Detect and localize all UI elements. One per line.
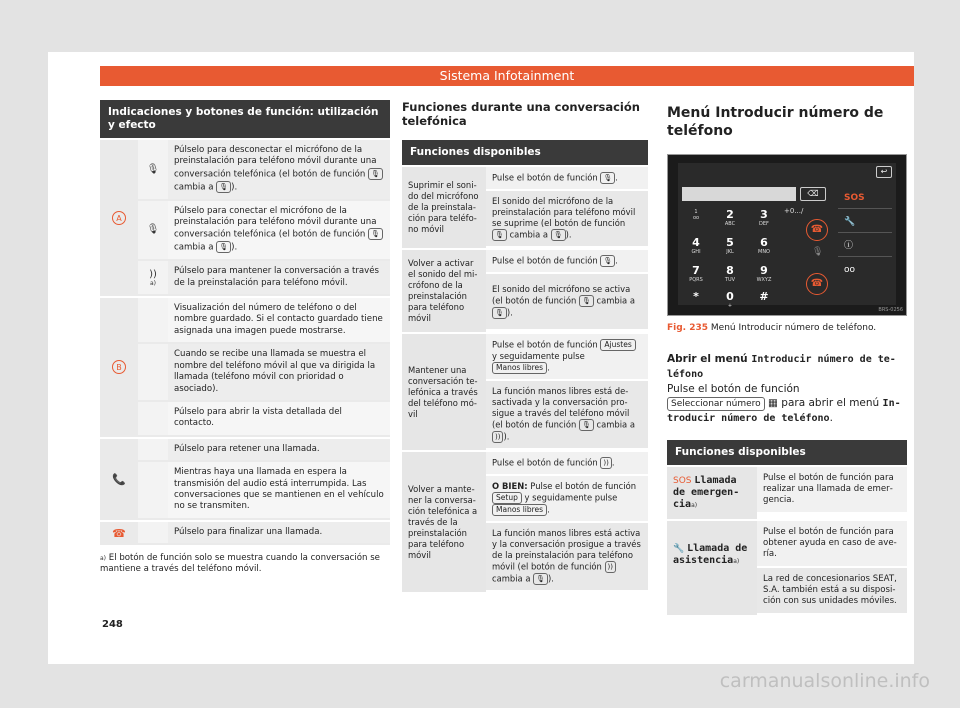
instruction-1: Abrir el menú Introducir número de teléfono bbox=[667, 353, 896, 380]
call-icon: ☎ bbox=[806, 219, 828, 241]
figure-caption: Fig. 235 Menú Introducir número de teléfono. bbox=[667, 323, 877, 333]
row-assistance: 🔧 Llamada de asistenciaa) Pulse el botón de función para obtener ayuda en caso de avería. La red de concesionarios SEAT, S.A. también está a su disposición con sus unidades móviles. bbox=[667, 521, 907, 615]
assistance-icon: 🔧 bbox=[838, 211, 892, 233]
mic-icon: 🎙 bbox=[812, 247, 824, 257]
footnote: a) El botón de función solo se muestra cuando la conversación se mantiene a través del teléfono móvil. bbox=[100, 553, 380, 575]
select-number-button: Seleccionar número bbox=[667, 397, 765, 411]
manual-page bbox=[48, 52, 914, 664]
row-a3: )) a) Púlselo para mantener la conversación a través de la preinstalación para teléfono móvil. bbox=[138, 261, 390, 294]
table-title: Funciones disponibles bbox=[402, 140, 648, 165]
row-unmute: Volver a activar el sonido del micrófono de la preinstalación para teléfono móvil Pulse el botón de función 🎙 . El sonido del micrófono se activa (el botón de función 🎙 cambia a 🎙 ). bbox=[402, 250, 648, 332]
watermark: carmanualsonline.info bbox=[719, 670, 930, 692]
handsfree-icon: )) bbox=[600, 457, 611, 469]
assistance-icon: 🔧 bbox=[673, 544, 685, 554]
row-mute: Suprimir el sonido del micrófono de la preinstalación para teléfono móvil Pulse el botón de función 🎙 . El sonido del micrófono de la preinstalación para teléfono móvil se suprime (el botón de función 🎙 cambia a 🎙 ). bbox=[402, 167, 648, 248]
call-functions bbox=[402, 100, 648, 594]
hold-call-icon: 📞 bbox=[112, 472, 126, 486]
delete-icon: ⌫ bbox=[800, 187, 826, 201]
handsfree-button: Manos libres bbox=[492, 362, 547, 374]
row-phone: Mantener una conversación telefónica a través del teléfono móvil Pulse el botón de función Ajustes y seguidamente pulse Manos libres . La función manos libres está desactivada y la conversación prosigue a través del teléfono móvil (el botón de función 🎙 cambia a )) ). bbox=[402, 334, 648, 450]
voicemail-icon: oo bbox=[844, 265, 856, 275]
back-icon: ↩ bbox=[876, 166, 892, 178]
figure-235: ↩ ⌫ 1 oo 2 ABC 3 DEF 4 GHI 5 JKL 6 MNO 7 PQRS 8 TUV 9 WXYZ * 0 + # +0.../ ☎ ☎ 🎙 SOS 🔧 ⓘ oo BRS-0256 bbox=[667, 154, 907, 316]
sos-button: SOS bbox=[838, 187, 892, 209]
section-heading: Funciones durante una conversación telefónica bbox=[402, 100, 640, 128]
function-buttons-table bbox=[100, 100, 390, 575]
page-header: Sistema Infotainment bbox=[100, 66, 914, 86]
row-a2: 🎙 Púlselo para conectar el micrófono de la preinstalación para teléfono móvil durante una conversación telefónica (el botón de función 🎙 cambia a 🎙 ). bbox=[138, 201, 390, 260]
row-emergency: SOS Llamada de emergenciaa) Pulse el botón de función para realizar una llamada de emergencia. bbox=[667, 467, 907, 519]
row-a bbox=[100, 140, 390, 296]
setup-button: Setup bbox=[492, 492, 522, 504]
section-heading: Menú Introducir número de teléfono bbox=[667, 105, 884, 139]
info-icon: ⓘ bbox=[838, 235, 892, 257]
voicemail-icon: oo bbox=[692, 215, 700, 221]
row-handsfree: Volver a mantener la conversación telefónica a través de la preinstalación para teléfono móvil Pulse el botón de función )) . O BIEN: Pulse el botón de función Setup y seguidamente pulse Manos libres . La función manos libres está activa y la conversación prosigue a través de la preinstalación para teléfono móvil (el botón de función )) cambia a 🎙 ). bbox=[402, 452, 648, 592]
row-b: B Visualización del número de teléfono o del nombre guardado. Si el contacto guardado tiene asignada una imagen puede mostrarse. Cuando se recibe una llamada se muestra el nombre del teléfono móvil al que va dirigida la llamada (teléfono móvil con prioridad o asociado). Púlselo para abrir la vista detallada del contacto. bbox=[100, 298, 390, 437]
end-call-icon: ☎ bbox=[112, 526, 126, 540]
table-title: Funciones disponibles bbox=[667, 440, 907, 465]
mic-mute-icon: 🎙 bbox=[216, 181, 231, 193]
dial-screen: ↩ ⌫ 1 oo 2 ABC 3 DEF 4 GHI 5 JKL 6 MNO 7 PQRS 8 TUV 9 WXYZ * 0 + # +0.../ ☎ ☎ 🎙 SOS 🔧 ⓘ oo bbox=[678, 163, 896, 305]
mic-icon: 🎙 bbox=[216, 241, 231, 253]
mic-mute-icon: 🎙 bbox=[368, 228, 383, 240]
row-hold: 📞 Púlselo para retener una llamada. Mientras haya una llamada en espera la transmisión del audio está interrumpida. Las conversaciones que se mantienen en el vehículo no se transmiten. bbox=[100, 439, 390, 520]
number-input bbox=[682, 187, 796, 201]
mic-mute-icon: 🎙 bbox=[146, 163, 160, 175]
handsfree-button: Manos libres bbox=[492, 504, 547, 516]
instruction-2: Pulse el botón de función Seleccionar número ▦ para abrir el menú Introducir número de teléfono. bbox=[667, 383, 901, 424]
table-title: Indicaciones y botones de función: utilización y efecto bbox=[100, 100, 390, 138]
page-number: 248 bbox=[102, 619, 123, 630]
row-a1: 🎙 Púlselo para desconectar el micrófono de la preinstalación para teléfono móvil durante una conversación telefónica (el botón de función 🎙 cambia a 🎙 ). bbox=[138, 140, 390, 199]
callout-b: B bbox=[112, 360, 126, 374]
mic-icon: 🎙 bbox=[146, 224, 160, 236]
enter-number-menu bbox=[667, 100, 907, 615]
mic-mute-icon: 🎙 bbox=[600, 255, 615, 267]
callout-a: A bbox=[112, 211, 126, 225]
settings-button: Ajustes bbox=[600, 339, 635, 351]
mic-icon: 🎙 bbox=[600, 172, 615, 184]
row-end-call: ☎ Púlselo para finalizar una llamada. bbox=[100, 522, 390, 545]
call-icon: ☎ bbox=[806, 273, 828, 295]
mic-icon: 🎙 bbox=[368, 168, 383, 180]
handsfree-icon: )) a) bbox=[149, 268, 157, 287]
keypad-icon: ▦ bbox=[768, 397, 778, 409]
